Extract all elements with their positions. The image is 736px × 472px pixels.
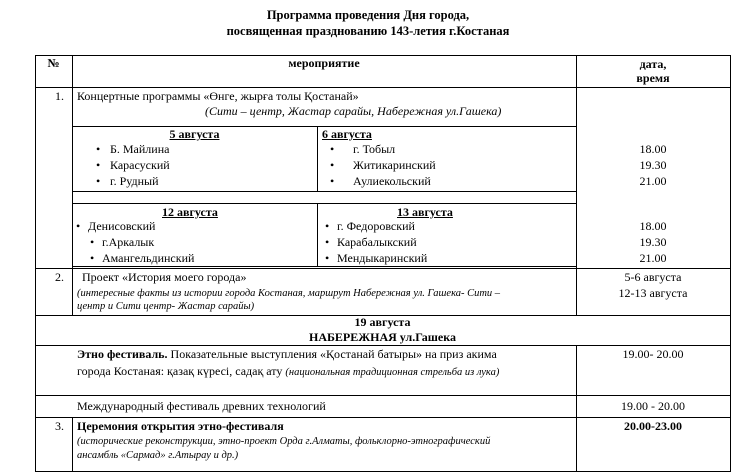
- ethno-time: 19.00- 20.00: [622, 347, 684, 361]
- row2-num: 2.: [55, 270, 64, 284]
- ethno-line2: [77, 364, 499, 379]
- block2-right-item: Карабалыкский: [337, 235, 417, 249]
- ethno-line2-text: города Костаная: қазақ күресі, садақ ату: [77, 364, 283, 378]
- row3-time: 20.00-23.00: [624, 419, 682, 433]
- bullet: •: [96, 142, 101, 156]
- header-date-line2: время: [636, 71, 670, 85]
- block1-right-item: г. Тобыл: [353, 142, 396, 156]
- block2-time: 21.00: [639, 251, 667, 265]
- bullet: •: [330, 174, 335, 188]
- intl-text: Международный фестиваль древних технологий: [77, 399, 326, 413]
- row3-note-line2: ансамбль «Сармад» г.Атырау и др.): [77, 450, 239, 461]
- block2-left-date: 12 августа: [162, 205, 218, 219]
- bullet: •: [90, 251, 95, 265]
- block2-right-item: Мендыкаринский: [337, 251, 428, 265]
- section-place: НАБЕРЕЖНАЯ ул.Гашека: [308, 330, 456, 344]
- ethno-rest: Показательные выступления «Қостанай батыры» на приз акима: [167, 347, 497, 361]
- page-title-line1: Программа проведения Дня города,: [266, 8, 470, 22]
- block2-left-item: Денисовский: [88, 219, 156, 233]
- block2-right-item: г. Федоровский: [337, 219, 415, 233]
- row1-num: 1.: [55, 89, 64, 103]
- block1-right-date: 6 августа: [322, 127, 372, 141]
- ethno-bold: Этно фестиваль.: [77, 347, 168, 361]
- bullet: •: [330, 158, 335, 172]
- intl-time: 19.00 - 20.00: [621, 399, 685, 413]
- row2-date2: 12-13 августа: [618, 286, 688, 300]
- block1-time: 18.00: [639, 142, 667, 156]
- row3-title: Церемония открытия этно-фестиваля: [77, 419, 284, 433]
- row3-note-line1: (исторические реконструкции, этно-проект Орда г.Алматы, фольклорно-этнографический: [77, 436, 491, 447]
- block1-time: 19.30: [639, 158, 667, 172]
- header-date-line1: дата,: [639, 57, 667, 71]
- block1-left-item: Б. Майлина: [110, 142, 170, 156]
- row1-venues: (Сити – центр, Жастар сарайы, Набережная ул.Гашека): [205, 104, 502, 118]
- block1-right-item: Житикаринский: [353, 158, 436, 172]
- row3-num: 3.: [55, 419, 64, 433]
- block2-time: 18.00: [639, 219, 667, 233]
- header-event: мероприятие: [288, 56, 360, 70]
- bullet: •: [76, 219, 81, 233]
- page-title-line2: посвященная празднованию 143-летия г.Костаная: [226, 24, 510, 38]
- bullet: •: [330, 142, 335, 156]
- block2-left-item: г.Аркалык: [102, 235, 155, 249]
- block2-time: 19.30: [639, 235, 667, 249]
- bullet: •: [325, 219, 330, 233]
- block1-time: 21.00: [639, 174, 667, 188]
- block1-left-item: Карасуский: [110, 158, 170, 172]
- block1-right-item: Аулиекольский: [353, 174, 431, 188]
- ethno-line1: [77, 347, 497, 362]
- row2-title: Проект «История моего города»: [82, 270, 247, 284]
- block2-left-item: Амангельдинский: [102, 251, 195, 265]
- ethno-line2-note: (национальная традиционная стрельба из лука): [285, 367, 500, 378]
- bullet: •: [96, 174, 101, 188]
- row2-date1: 5-6 августа: [624, 270, 682, 284]
- bullet: •: [325, 235, 330, 249]
- block1-left-date: 5 августа: [169, 127, 220, 141]
- bullet: •: [325, 251, 330, 265]
- block1-left-item: г. Рудный: [110, 174, 159, 188]
- bullet: •: [90, 235, 95, 249]
- section-date: 19 августа: [354, 315, 411, 329]
- header-num: №: [47, 56, 60, 70]
- row1-title: Концертные программы «Өнге, жырға толы Қостанай»: [77, 89, 359, 103]
- row2-note-line1: (интересные факты из истории города Костаная, маршрут Набережная ул. Гашека- Сити –: [77, 288, 501, 299]
- row2-note-line2: центр и Сити центр- Жастар сарайы): [77, 301, 255, 312]
- bullet: •: [96, 158, 101, 172]
- block2-right-date: 13 августа: [397, 205, 453, 219]
